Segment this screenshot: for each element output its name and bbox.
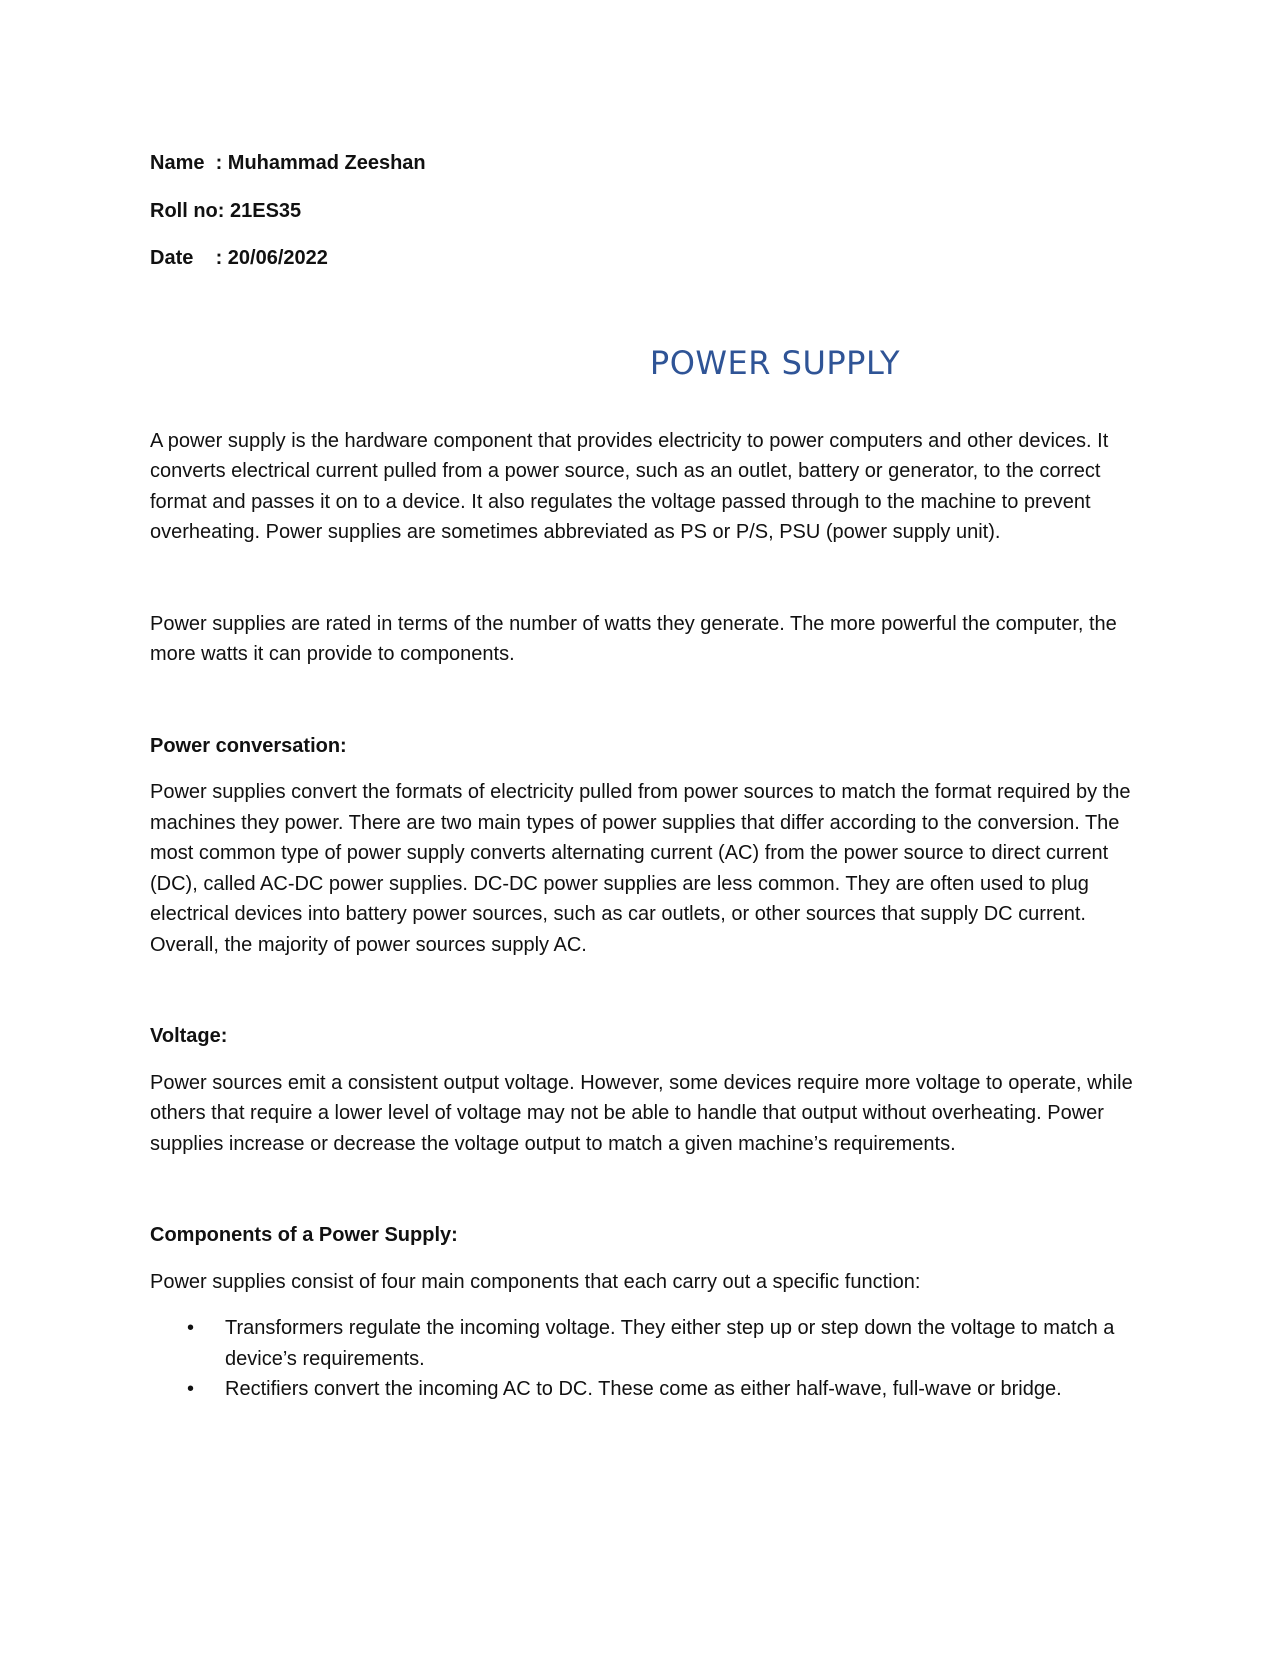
paragraph-power-conversation: Power supplies convert the formats of electricity pulled from power sources to match the format required by the machines they power. There are two main types of power supplies that differ according to the conversion. The most common type of power supply converts alternating current (AC) from the power source to direct current (DC), called AC-DC power supplies. DC-DC power supplies are less common. They are often used to plug electrical devices into battery power sources, such as car outlets, or other sources that supply DC current. Overall, the majority of power sources supply AC. (150, 781, 1131, 956)
roll-number: Roll no: 21ES35 (150, 199, 302, 222)
heading-voltage: Voltage: (150, 1025, 228, 1047)
bullet-icon: • (187, 1317, 195, 1339)
document-body (150, 148, 1140, 1405)
heading-power-conversation: Power conversation: (150, 734, 347, 757)
paragraph-voltage: Power sources emit a consistent output voltage. However, some devices require more voltage to operate, while others that require a lower level of voltage may not be able to handle that output without overheating. Power supplies increase or decrease the voltage output to match a given machine’s requirements. (150, 1071, 1133, 1155)
heading-components: Components of a Power Supply: (150, 1224, 458, 1246)
page-title: POWER SUPPLY (649, 343, 901, 382)
student-name: Name : Muhammad Zeeshan (150, 152, 426, 174)
list-item-text: Rectifiers convert the incoming AC to DC. These come as either half-wave, full-wave or bridge. (225, 1378, 1062, 1400)
list-item (150, 1374, 1140, 1405)
date-line: Date : 20/06/2022 (150, 247, 328, 269)
paragraph-components: Power supplies consist of four main components that each carry out a specific function: (150, 1270, 921, 1293)
intro-paragraph-1: A power supply is the hardware component that provides electricity to power computers and other devices. It converts electrical current pulled from a power source, such as an outlet, battery or generator, to the correct format and passes it on to a device. It also regulates the voltage passed through to the machine to prevent overheating. Power supplies are sometimes abbreviated as PS or P/S, PSU (power supply unit). (150, 429, 1109, 543)
list-item-text: Transformers regulate the incoming voltage. They either step up or step down the voltage to match a device’s requirements. (225, 1317, 1115, 1370)
components-list (150, 1313, 1140, 1405)
list-item (150, 1313, 1140, 1374)
intro-paragraph-2: Power supplies are rated in terms of the number of watts they generate. The more powerful the computer, the more watts it can provide to components. (150, 612, 1117, 665)
bullet-icon: • (187, 1378, 195, 1400)
